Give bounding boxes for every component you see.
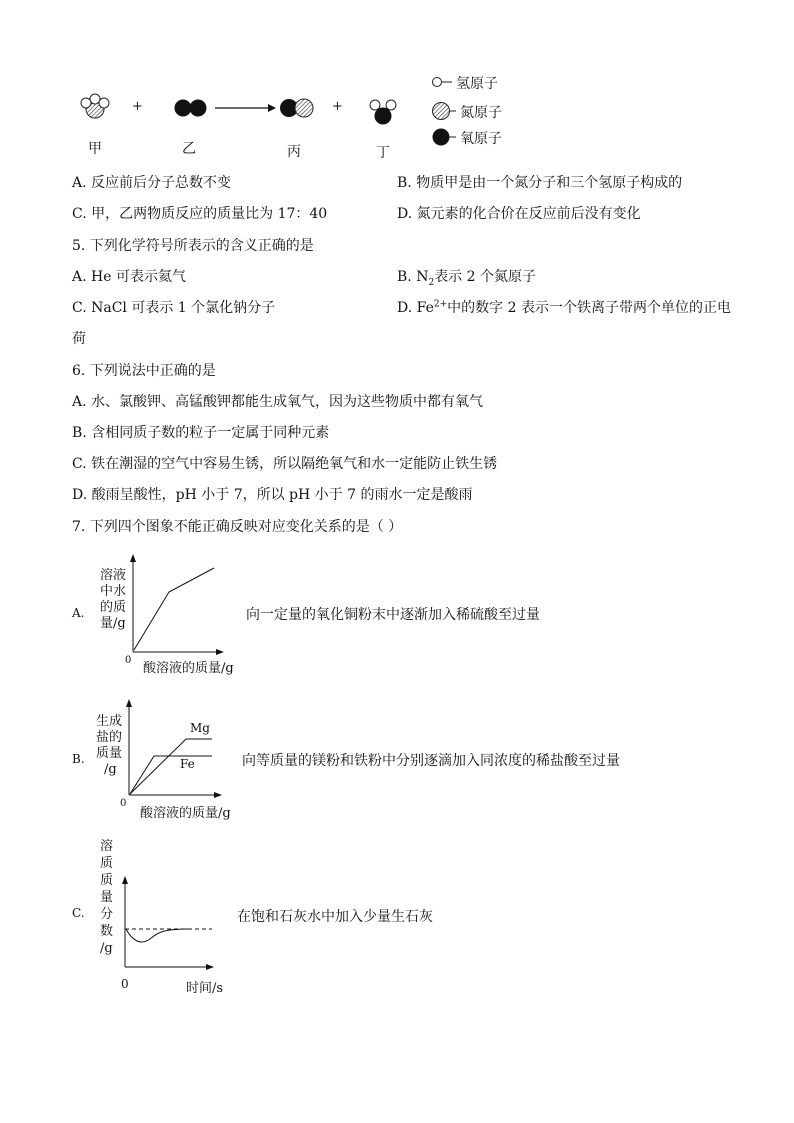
q7-c-ylabel-line: 量: [100, 890, 114, 905]
q7-c-ylabel-line: /g: [100, 941, 113, 956]
plus-sign-2: +: [332, 99, 343, 114]
q7-a-ylabel: [100, 568, 126, 632]
q7-stem: 7. 下列四个图象不能正确反映对应变化关系的是（ ）: [72, 519, 403, 535]
q7-a-ylabel-line: 量/g: [100, 616, 126, 631]
plus-sign-1: +: [132, 99, 143, 114]
molecule-yi-icon: [175, 100, 207, 117]
q7-c-ylabel: [100, 838, 113, 957]
q7-c-y-arrow-icon: [122, 876, 128, 884]
q7-c-origin: 0: [121, 977, 129, 991]
q7-a-desc: 向一定量的氧化铜粉末中逐渐加入稀硫酸至过量: [246, 607, 540, 623]
q7-b-letter: B.: [72, 752, 85, 766]
q5-option-b-sub: 2: [428, 277, 435, 288]
label-bing: 丙: [287, 144, 301, 160]
q7-a-letter: A.: [72, 606, 85, 620]
q7-b-desc: 向等质量的镁粉和铁粉中分别逐滴加入同浓度的稀盐酸至过量: [242, 753, 620, 769]
q7-c-ylabel-line: 数: [100, 924, 114, 939]
q7-a-graph: [128, 552, 228, 662]
q7-b-series-mg: [130, 739, 212, 794]
q5-option-d-sup: 2+: [433, 299, 448, 310]
q7-c-ylabel-line: 质: [100, 873, 114, 888]
q7-b-x-arrow-icon: [214, 792, 222, 798]
legend-oxygen-text: 氧原子: [460, 131, 502, 147]
q7-a-origin: 0: [125, 655, 132, 666]
molecule-ding-icon: [370, 100, 396, 125]
legend-hydrogen-text: 氢原子: [456, 76, 498, 92]
q5-option-b: [397, 266, 536, 288]
q7-b-ylabel-line: 生成: [96, 714, 123, 729]
legend-nitrogen-icon: [433, 103, 457, 120]
legend-oxygen-icon: [433, 129, 457, 146]
q7-c-xlabel: 时间/s: [186, 981, 224, 996]
q4-option-d: D. 氮元素的化合价在反应前后没有变化: [397, 206, 641, 222]
reaction-diagram: [0, 0, 794, 160]
q7-a-curve: [134, 568, 214, 650]
q7-c-ylabel-line: 分: [100, 907, 114, 922]
q6-option-d: D. 酸雨呈酸性，pH 小于 7，所以 pH 小于 7 的雨水一定是酸雨: [72, 487, 473, 503]
q7-a-ylabel-line: 中水: [100, 584, 127, 599]
q7-a-y-arrow-icon: [130, 554, 136, 562]
q7-b-ylabel: [96, 714, 122, 778]
q4-option-c: C. 甲，乙两物质反应的质量比为 17：40: [72, 206, 328, 222]
q7-b-y-arrow-icon: [126, 699, 132, 707]
q7-b-ylabel-line: /g: [104, 762, 117, 777]
label-ding: 丁: [376, 145, 390, 161]
q7-b-ylabel-line: 盐的: [96, 730, 123, 745]
q7-b-graph: [124, 697, 234, 802]
q5-option-d-post: 中的数字 2 表示一个铁离子带两个单位的正电: [447, 300, 731, 316]
q5-option-d-wrap: 荷: [72, 331, 86, 347]
q4-option-b: B. 物质甲是由一个氮分子和三个氢原子构成的: [397, 175, 683, 191]
molecule-jia-icon: [81, 94, 109, 118]
q4-option-a: A. 反应前后分子总数不变: [72, 175, 232, 191]
q7-c-letter: C.: [72, 906, 85, 920]
q7-b-legend-mg: Mg: [190, 721, 210, 735]
molecule-bing-icon: [280, 99, 313, 117]
q7-b-legend-fe: Fe: [180, 757, 195, 771]
q6-option-b: B. 含相同质子数的粒子一定属于同种元素: [72, 425, 330, 441]
q7-b-series-fe: [130, 756, 212, 794]
q7-c-ylabel-line: 质: [100, 856, 114, 871]
q7-b-origin: 0: [120, 798, 127, 809]
label-yi: 乙: [182, 141, 196, 157]
q7-b-ylabel-line: 质量: [96, 746, 123, 761]
q5-option-d-pre: D. Fe: [397, 300, 434, 316]
q5-option-c: C. NaCl 可表示 1 个氯化钠分子: [72, 300, 276, 316]
q5-option-b-pre: B. N: [397, 269, 429, 285]
q6-option-a: A. 水、氯酸钾、高锰酸钾都能生成氧气，因为这些物质中都有氧气: [72, 394, 484, 410]
q7-b-xlabel: 酸溶液的质量/g: [140, 806, 231, 821]
q5-option-d: [397, 297, 731, 317]
q7-c-graph: [120, 872, 220, 972]
q5-option-b-post: 表示 2 个氮原子: [434, 269, 536, 285]
q6-stem: 6. 下列说法中正确的是: [72, 363, 216, 379]
q7-c-desc: 在饱和石灰水中加入少量生石灰: [237, 909, 433, 925]
label-jia: 甲: [88, 141, 102, 157]
q5-stem: 5. 下列化学符号所表示的含义正确的是: [72, 238, 314, 254]
q7-a-ylabel-line: 溶液: [100, 568, 127, 583]
q7-c-curve: [126, 929, 190, 942]
q7-c-ylabel-line: 溶: [100, 839, 114, 854]
q6-option-c: C. 铁在潮湿的空气中容易生锈，所以隔绝氧气和水一定能防止铁生锈: [72, 456, 498, 472]
q7-a-xlabel: 酸溶液的质量/g: [143, 661, 234, 676]
legend-hydrogen-icon: [433, 78, 453, 87]
legend-nitrogen-text: 氮原子: [460, 105, 502, 121]
reaction-arrow-icon: [215, 104, 276, 112]
q7-a-x-arrow-icon: [216, 649, 224, 655]
q7-c-x-arrow-icon: [206, 964, 214, 970]
q5-option-a: A. He 可表示氦气: [72, 269, 186, 285]
q7-a-ylabel-line: 的质: [100, 600, 127, 615]
